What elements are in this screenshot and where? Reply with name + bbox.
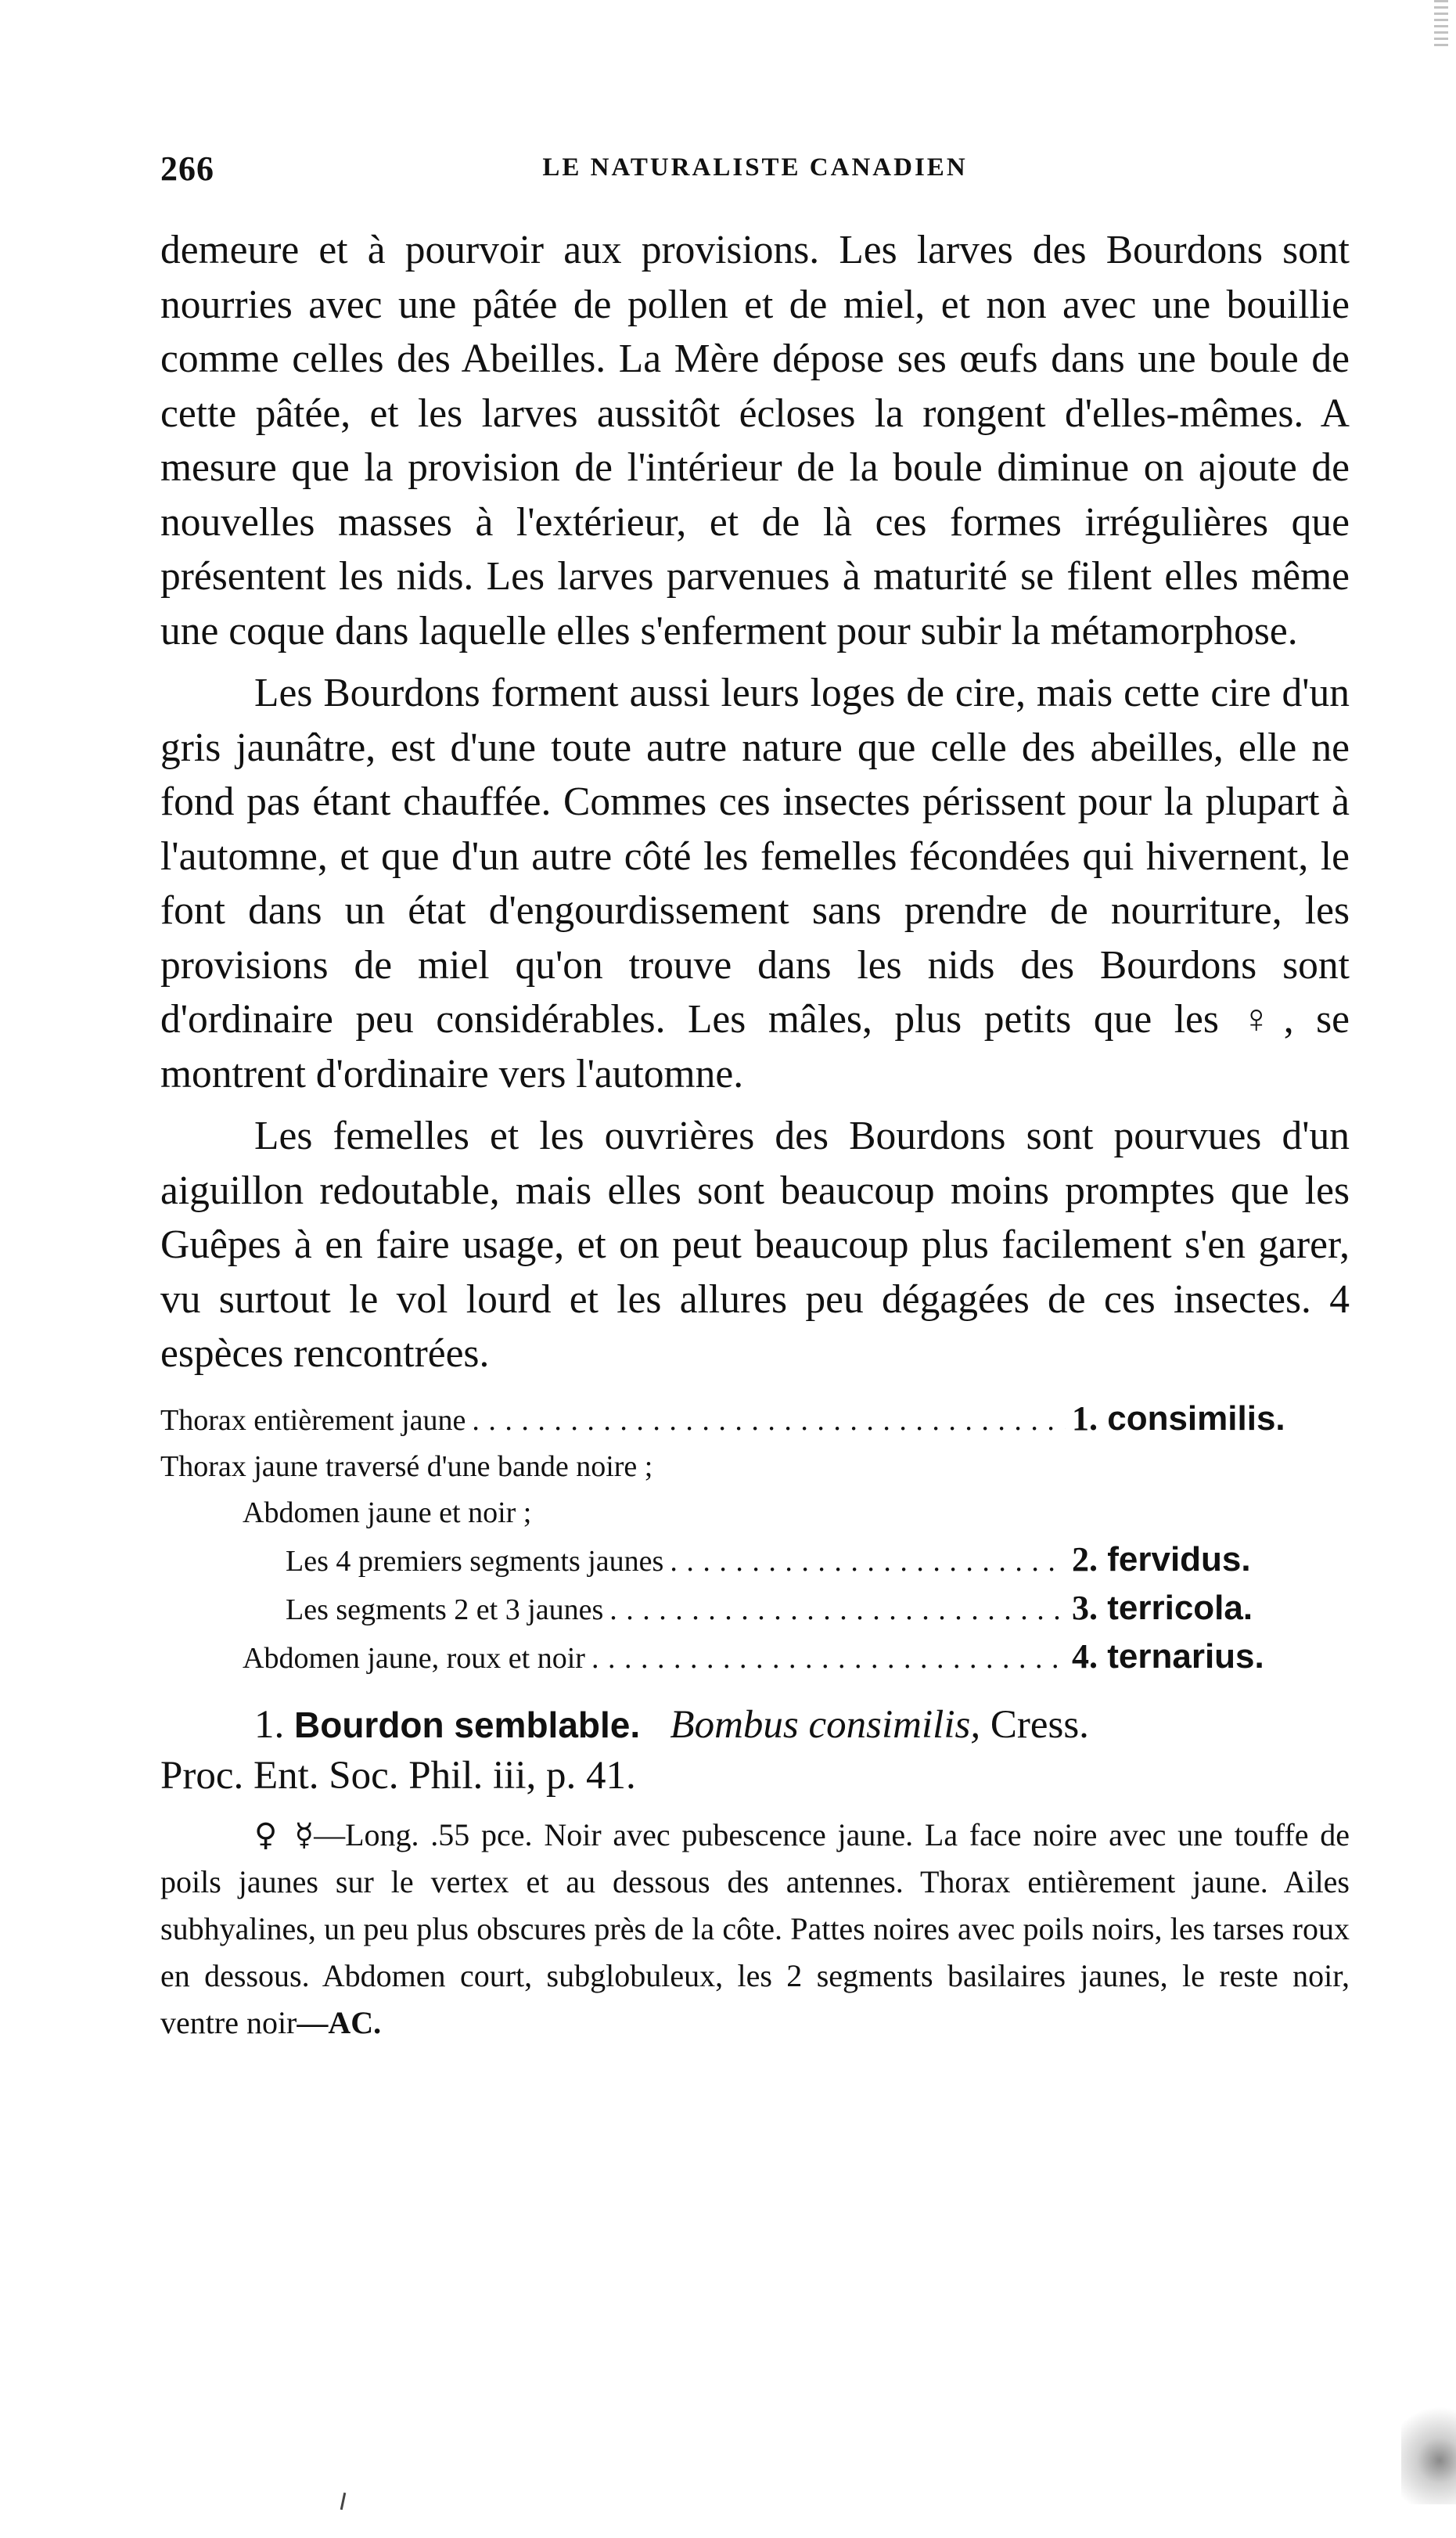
key-row xyxy=(160,1585,1350,1633)
key-label: Thorax entièrement jaune xyxy=(160,1403,466,1437)
key-label: Les segments 2 et 3 jaunes xyxy=(286,1593,604,1626)
species-reference: Proc. Ent. Soc. Phil. iii, p. 41. xyxy=(160,1753,636,1798)
key-label: Thorax jaune traversé d'une bande noire ; xyxy=(160,1449,653,1483)
species-number: 1. xyxy=(254,1702,285,1747)
page-header xyxy=(160,149,1350,196)
key-row xyxy=(160,1536,1350,1585)
running-title: LE NATURALISTE CANADIEN xyxy=(542,153,968,182)
sex-symbols: ♀ ☿ xyxy=(254,1816,315,1853)
species-common-name: Bourdon semblable. xyxy=(294,1704,641,1745)
key-label: Abdomen jaune, roux et noir xyxy=(243,1641,585,1675)
key-result: 2. fervidus. xyxy=(1072,1539,1251,1579)
paragraph-sting: Les femelles et les ouvrières des Bourdons sont pourvues d'un aiguillon redoutable, mais elles sont beaucoup moins promptes que les Guêpes à en faire usage, et on peut beaucoup plus facilement s'en garer, vu surtout le vol lourd et les allures peu dégagées de ces insectes. 4 espèces rencontrées. xyxy=(160,1114,1350,1376)
page-number: 266 xyxy=(160,149,214,188)
page-smudge xyxy=(1401,2395,1456,2504)
stray-print-mark xyxy=(340,2493,347,2510)
key-row xyxy=(160,1633,1350,1682)
body-text xyxy=(160,223,1350,2078)
key-result: 4. ternarius. xyxy=(1072,1636,1264,1676)
key-result: 1. consimilis. xyxy=(1072,1399,1285,1438)
key-leader-dots xyxy=(670,1539,1066,1585)
paragraph-wax-cells: Les Bourdons forment aussi leurs loges de cire, mais cette cire d'un gris jaunâtre, est d'une toute autre nature que celle des abeilles, elle ne fond pas étant chauffée. Commes ces insectes périssent pour la plupart à l'automne, et que d'un autre côté les femelles fécondées qui hivernent, le font dans un état d'engourdissement sans prendre de nourriture, les provisions de miel qu'on trouve dans les nids des Bourdons sont d'ordinaire peu considérables. Les mâles, plus petits que les ♀, se montrent d'ordinaire vers l'automne. xyxy=(160,671,1350,1096)
key-label: Abdomen jaune et noir ; xyxy=(243,1496,532,1529)
species-description xyxy=(160,1812,1350,2047)
key-leader-dots xyxy=(609,1587,1066,1633)
key-result: 3. terricola. xyxy=(1072,1588,1253,1627)
key-row xyxy=(160,1444,1350,1490)
species-author: Cress. xyxy=(990,1702,1089,1747)
paragraph-larvae: demeure et à pourvoir aux provisions. Les larves des Bourdons sont nourries avec une pâtée de pollen et de miel, et non avec une bouillie comme celles des Abeilles. La Mère dépose ses œufs dans une boule de cette pâtée, et les larves aussitôt écloses la rongent d'elles-mêmes. A mesure que la provision de l'intérieur de la boule diminue on ajoute de nouvelles masses à l'extérieur, et de là ces formes irrégulières que présentent les nids. Les larves parvenues à maturité se filent elles même une coque dans laquelle elles s'enferment pour subir la métamorphose. xyxy=(160,228,1350,653)
key-label: Les 4 premiers segments jaunes xyxy=(286,1544,664,1578)
key-leader-dots xyxy=(472,1398,1066,1444)
key-row xyxy=(160,1490,1350,1536)
species-latin-name: Bombus consimilis, xyxy=(670,1702,981,1747)
key-row xyxy=(160,1395,1350,1444)
locality-code: —AC. xyxy=(297,2004,382,2040)
key-leader-dots xyxy=(591,1636,1066,1682)
species-key xyxy=(160,1395,1350,1682)
page-edge-mark xyxy=(1434,0,1448,47)
description-text: —Long. .55 pce. Noir avec pubescence jaune. La face noire avec une touffe de poils jaunes sur le vertex et au dessous des antennes. Thorax entièrement jaune. Ailes subhyalines, un peu plus obscures près de la côte. Pattes noires avec poils noirs, les tarses roux en dessous. Abdomen court, subglobuleux, les 2 segments basilaires jaunes, le reste noir, ventre noir xyxy=(160,1816,1350,2040)
species-heading xyxy=(160,1699,1350,1751)
